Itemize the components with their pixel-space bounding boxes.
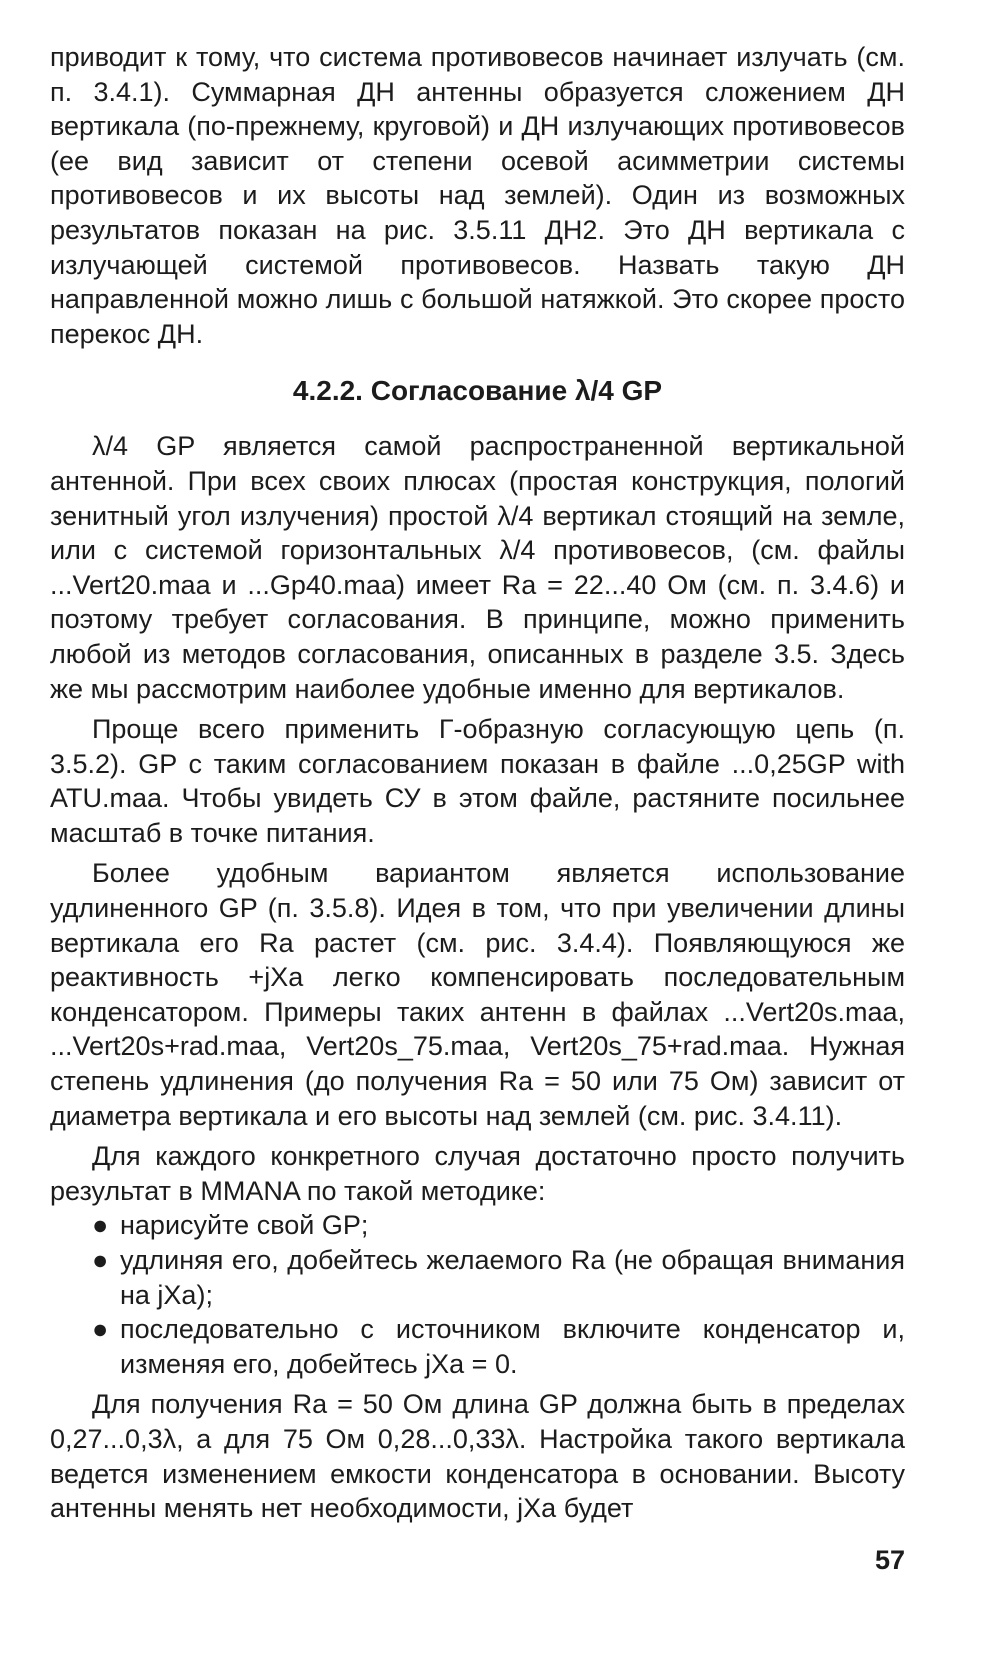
paragraph-continuation: приводит к тому, что система противовесов начинает излучать (см. п. 3.4.1). Суммарная ДН антенны образуется сложением ДН вертикала (по-прежнему, круговой) и ДН излучающих противовесов (ее вид зависит от степени осевой асимметрии системы противовесов и их высоты над землей). Один из возможных результатов показан на рис. 3.5.11 ДН2. Это ДН вертикала с излучающей системой противовесов. Назвать такую ДН направленной можно лишь с большой натяжкой. Это скорее просто перекос ДН.: [50, 42, 905, 349]
list-item-text: нарисуйте свой GP;: [120, 1210, 369, 1241]
list-item-text: удлиняя его, добейтесь желаемого Ra (не обращая внимания на jXa);: [120, 1245, 905, 1310]
bullet-icon: ●: [92, 1245, 109, 1275]
paragraph-extended-gp: Более удобным вариантом является использование удлиненного GP (п. 3.5.8). Идея в том, что при увеличении длины вертикала его Ra растет (см. рис. 3.4.4). Появляющуюся же реактивность +jXa легко компенсировать последовательным конденсатором. Примеры таких антенн в файлах ...Vert20s.maa, ...Vert20s+rad.maa, Vert20s_75.maa, Vert20s_75+rad.maa. Нужная степень удлинения (до получения Ra = 50 или 75 Ом) зависит от диаметра вертикала и его высоты над землей (см. рис. 3.4.11).: [50, 858, 905, 1131]
section-heading: 4.2.2. Согласование λ/4 GP: [292, 375, 663, 407]
paragraph-method-intro: Для каждого конкретного случая достаточно просто получить результат в MMANA по такой методике:: [50, 1141, 905, 1206]
bullet-icon: ●: [92, 1210, 109, 1241]
book-page: [50, 40, 905, 1630]
paragraph-length-ranges: Для получения Ra = 50 Ом длина GP должна быть в пределах 0,27...0,3λ, а для 75 Ом 0,28...0,33λ. Настройка такого вертикала ведется изменением емкости конденсатора в основании. Высоту антенны менять нет необходимости, jXa будет: [50, 1389, 905, 1524]
bullet-icon: ●: [92, 1314, 109, 1345]
paragraph-gp-intro: λ/4 GP является самой распространенной вертикальной антенной. При всех своих плюсах (простая конструкция, пологий зенитный угол излучения) простой λ/4 вертикал стоящий на земле, или с системой горизонтальных λ/4 противовесов, (см. файлы ...Vert20.maa и ...Gp40.maa) имеет Ra = 22...40 Ом (см. п. 3.4.6) и поэтому требует согласования. В принципе, можно применить любой из методов согласования, описанных в разделе 3.5. Здесь же мы рассмотрим наиболее удобные именно для вертикалов.: [50, 431, 905, 704]
list-item: [50, 1312, 905, 1381]
paragraph-l-network: Проще всего применить Г-образную согласующую цепь (п. 3.5.2). GP с таким согласованием показан в файле ...0,25GP with ATU.maa. Чтобы увидеть СУ в этом файле, растяните посильнее масштаб в точке питания.: [50, 714, 905, 848]
page-number: 57: [874, 1545, 905, 1575]
method-steps-list: [50, 1208, 905, 1381]
list-item: [50, 1208, 905, 1243]
list-item-text: последовательно с источником включите конденсатор и, изменяя его, добейтесь jXa = 0.: [120, 1314, 905, 1379]
list-item: [50, 1243, 905, 1312]
